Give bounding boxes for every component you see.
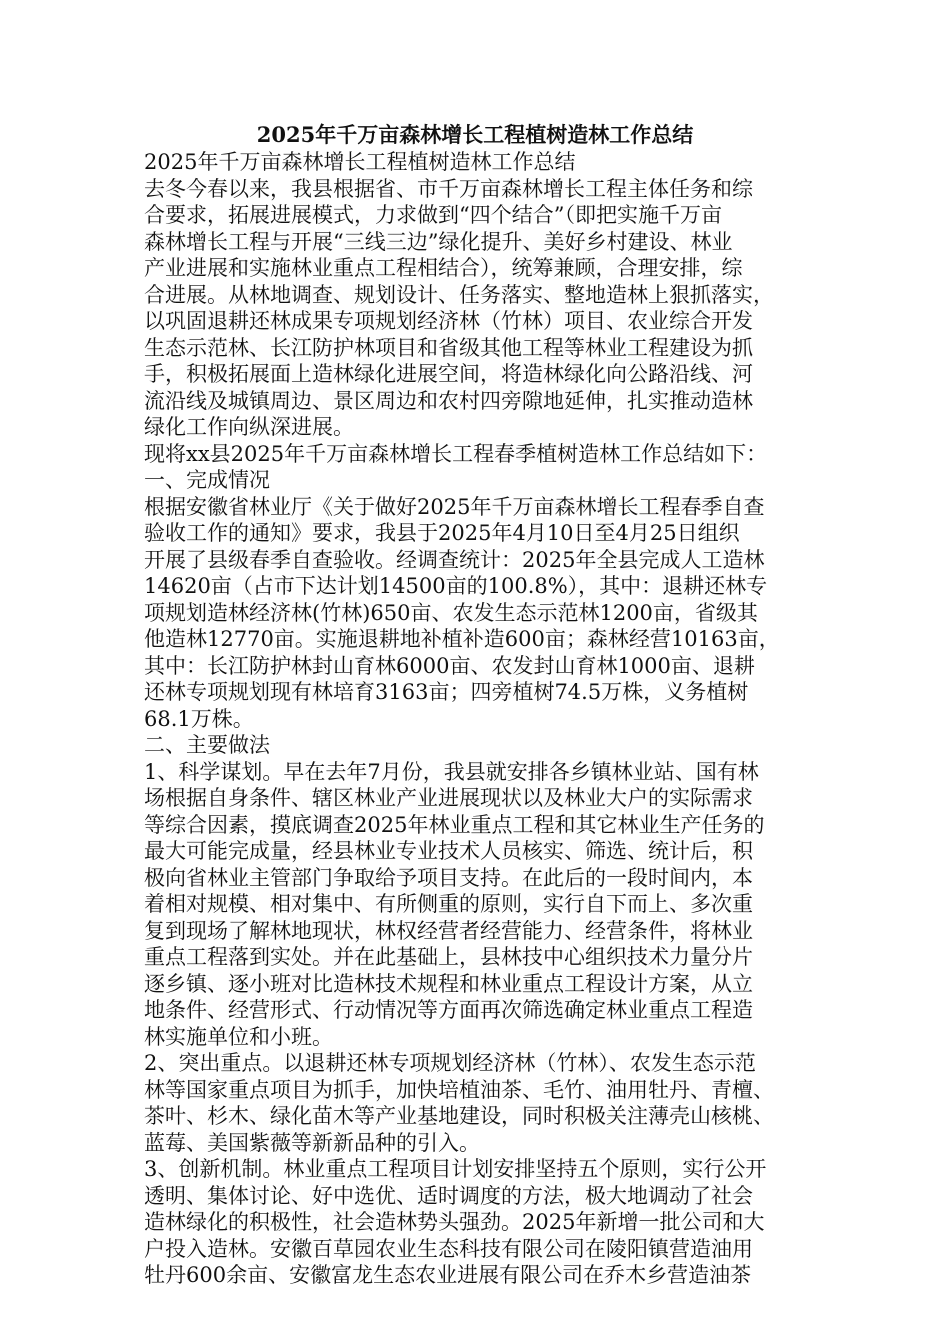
text-line: 一、完成情况: [144, 468, 270, 492]
document-title: 2025年千万亩森林增长工程植树造林工作总结: [256, 122, 694, 147]
text-line: 3、创新机制。林业重点工程项目计划安排坚持五个原则，实行公开: [144, 1157, 767, 1181]
text-line: 68.1万株。: [144, 706, 254, 731]
text-line: 林等国家重点项目为抓手，加快培植油茶、毛竹、油用牡丹、青檀、: [144, 1077, 774, 1102]
text-line: 着相对规模、相对集中、有所侧重的原则，实行自下而上、多次重: [144, 892, 753, 916]
text-line: 去冬今春以来，我县根据省、市千万亩森林增长工程主体任务和综: [144, 176, 753, 201]
text-line: 重点工程落到实处。并在此基础上，县林技中心组织技术力量分片: [144, 945, 753, 969]
text-line: 开展了县级春季自查验收。经调查统计：2025年全县完成人工造林: [144, 547, 765, 572]
text-line: 极向省林业主管部门争取给予项目支持。在此后的一段时间内，本: [144, 865, 753, 890]
text-line: 还林专项规划现有林培育3163亩；四旁植树74.5万株，义务植树: [144, 680, 749, 704]
text-line: 验收工作的通知》要求，我县于2025年4月10日至4月25日组织: [144, 521, 740, 545]
text-line: 蓝莓、美国紫薇等新新品种的引入。: [144, 1130, 480, 1155]
text-line: 流沿线及城镇周边、景区周边和农村四旁隙地延伸，扎实推动造林: [144, 388, 753, 413]
text-line: 现将xx县2025年千万亩森林增长工程春季植树造林工作总结如下：: [144, 441, 768, 466]
text-line: 场根据自身条件、辖区林业产业进展现状以及林业大户的实际需求: [144, 786, 753, 810]
text-line: 二、主要做法: [144, 733, 270, 757]
text-line: 生态示范林、长江防护林项目和省级其他工程等林业工程建设为抓: [144, 335, 753, 360]
text-line: 逐乡镇、逐小班对比造林技术规程和林业重点工程设计方案，从立: [144, 971, 753, 996]
text-line: 产业进展和实施林业重点工程相结合），统筹兼顾，合理安排，综: [144, 256, 743, 280]
document-body: [144, 149, 810, 1289]
text-line: 最大可能完成量，经县林业专业技术人员核实、筛选、统计后，积: [144, 839, 753, 863]
text-line: 户投入造林。安徽百草园农业生态科技有限公司在陵阳镇营造油用: [144, 1236, 753, 1261]
text-line: 合要求，拓展进展模式，力求做到“四个结合”（即把实施千万亩: [144, 203, 722, 227]
text-line: 1、科学谋划。早在去年7月份，我县就安排各乡镇林业站、国有林: [144, 759, 759, 784]
text-line: 茶叶、杉木、绿化苗木等产业基地建设，同时积极关注薄壳山核桃、: [144, 1104, 774, 1128]
text-line: 根据安徽省林业厅《关于做好2025年千万亩森林增长工程春季自查: [144, 494, 765, 519]
text-line: 绿化工作向纵深进展。: [144, 415, 354, 439]
text-line: 2025年千万亩森林增长工程植树造林工作总结: [144, 150, 576, 174]
text-line: 造林绿化的积极性，社会造林势头强劲。2025年新增一批公司和大: [144, 1210, 765, 1234]
text-line: 森林增长工程与开展“三线三边”绿化提升、美好乡村建设、林业: [144, 229, 733, 254]
text-line: 以巩固退耕还林成果专项规划经济林（竹林）项目、农业综合开发: [144, 309, 753, 333]
text-line: 2、突出重点。以退耕还林专项规划经济林（竹林）、农发生态示范: [144, 1051, 756, 1075]
text-line: 14620亩（占市下达计划14500亩的100.8%），其中：退耕还林专: [144, 574, 768, 598]
text-line: 他造林12770亩。实施退耕地补植补造600亩；森林经营10163亩，: [144, 627, 780, 651]
text-line: 合进展。从林地调查、规划设计、任务落实、整地造林上狠抓落实，: [144, 282, 774, 307]
text-line: 其中：长江防护林封山育林6000亩、农发封山育林1000亩、退耕: [144, 653, 755, 678]
text-line: 透明、集体讨论、好中选优、适时调度的方法，极大地调动了社会: [144, 1183, 753, 1208]
text-line: 林实施单位和小班。: [144, 1024, 333, 1049]
text-line: 复到现场了解林地现状，林权经营者经营能力、经营条件，将林业: [144, 918, 753, 943]
text-line: 牡丹600余亩、安徽富龙生态农业进展有限公司在乔木乡营造油茶: [144, 1263, 752, 1287]
text-line: 地条件、经营形式、行动情况等方面再次筛选确定林业重点工程造: [144, 998, 753, 1022]
text-line: 等综合因素，摸底调查2025年林业重点工程和其它林业生产任务的: [144, 812, 765, 837]
text-line: 手，积极拓展面上造林绿化进展空间，将造林绿化向公路沿线、河: [144, 362, 753, 386]
text-line: 项规划造林经济林(竹林)650亩、农发生态示范林1200亩，省级其: [144, 600, 758, 625]
